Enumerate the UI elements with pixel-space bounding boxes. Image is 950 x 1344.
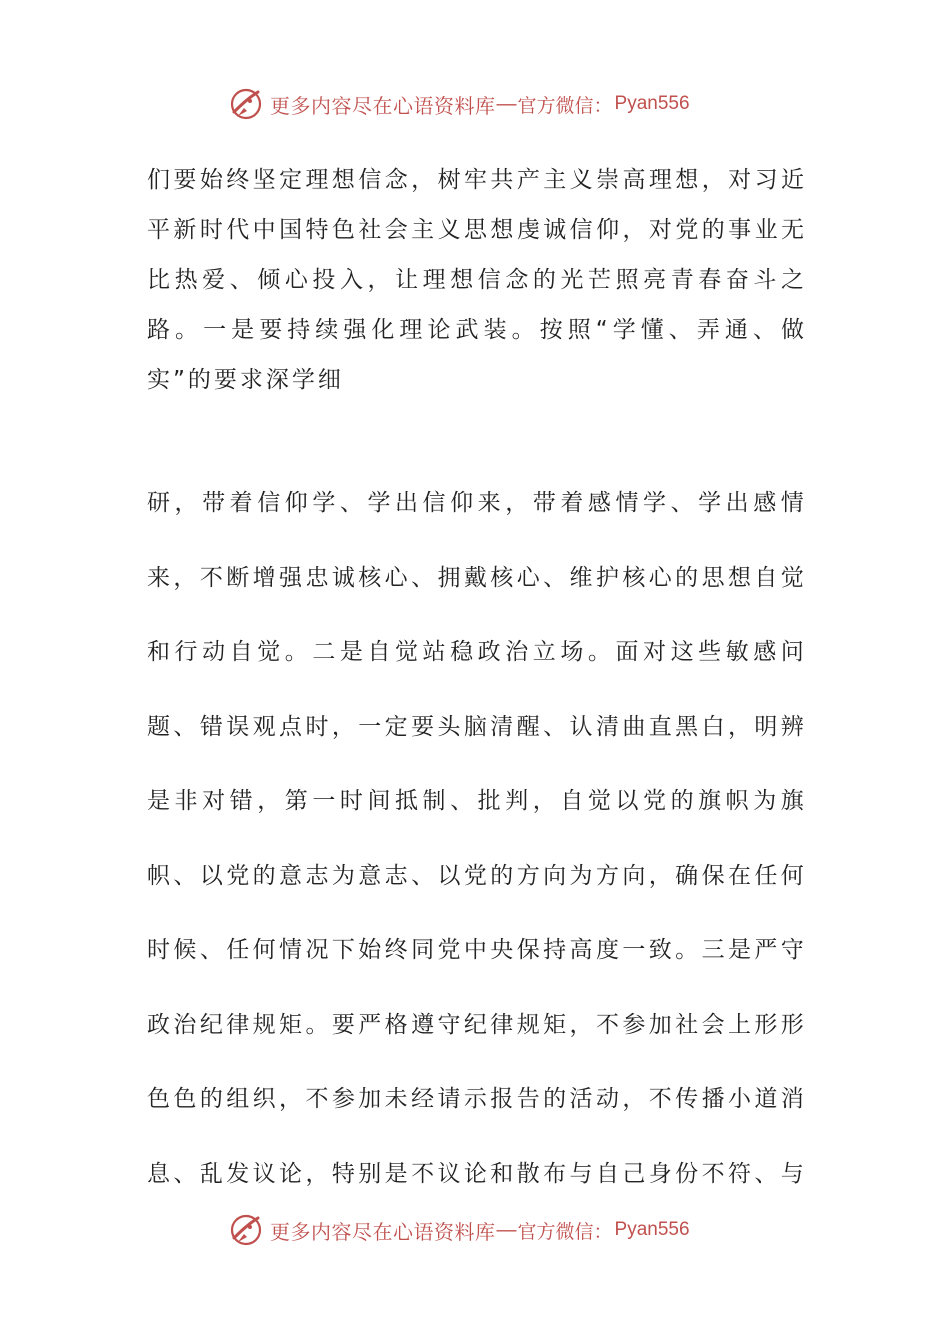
text-line: 路。一是要持续强化理论武装。按照“学懂、弄通、做 bbox=[147, 317, 807, 343]
text-line: 比热爱、倾心投入，让理想信念的光芒照亮青春奋斗之 bbox=[147, 267, 807, 293]
text-line: 时候、任何情况下始终同党中央保持高度一致。三是严守 bbox=[147, 937, 807, 963]
header-banner bbox=[228, 84, 748, 124]
banner-wechat-label: 官方微信： bbox=[517, 94, 613, 117]
banner-title: 更多内容尽在心语资料库 bbox=[270, 1219, 496, 1244]
banner-separator: — bbox=[496, 92, 517, 115]
text-line: 题、错误观点时，一定要头脑清醒、认清曲直黑白，明辨 bbox=[147, 713, 807, 740]
banner-wechat-id: Pyan556 bbox=[614, 93, 690, 114]
banner-separator: — bbox=[496, 1218, 517, 1241]
text-line: 是非对错，第一时间抵制、批判，自觉以党的旗帜为旗 bbox=[147, 788, 807, 814]
text-line: 平新时代中国特色社会主义思想虔诚信仰，对党的事业无 bbox=[147, 217, 807, 243]
text-line: 们要始终坚定理想信念，树牢共产主义崇高理想，对习近 bbox=[147, 167, 807, 193]
banner-wechat-id: Pyan556 bbox=[614, 1219, 690, 1240]
text-line: 实”的要求深学细 bbox=[147, 367, 344, 393]
text-line: 研，带着信仰学、学出信仰来，带着感情学、学出感情 bbox=[147, 490, 807, 516]
text-line: 来，不断增强忠诚核心、拥戴核心、维护核心的思想自觉 bbox=[147, 564, 807, 591]
text-line: 息、乱发议论，特别是不议论和散布与自己身份不符、与 bbox=[147, 1160, 807, 1187]
pen-circle-logo-icon bbox=[228, 1212, 264, 1248]
footer-banner bbox=[228, 1210, 748, 1250]
text-line: 色色的组织，不参加未经请示报告的活动，不传播小道消 bbox=[147, 1086, 807, 1112]
text-line: 政治纪律规矩。要严格遵守纪律规矩，不参加社会上形形 bbox=[147, 1011, 807, 1038]
text-line: 和行动自觉。二是自觉站稳政治立场。面对这些敏感问 bbox=[147, 639, 807, 665]
text-line: 帜、以党的意志为意志、以党的方向为方向，确保在任何 bbox=[147, 862, 807, 889]
banner-wechat-label: 官方微信： bbox=[517, 1220, 613, 1243]
paragraph-2 bbox=[147, 466, 807, 1211]
pen-circle-logo-icon bbox=[228, 86, 264, 122]
paragraph-1 bbox=[147, 155, 807, 405]
banner-title: 更多内容尽在心语资料库 bbox=[270, 93, 496, 118]
